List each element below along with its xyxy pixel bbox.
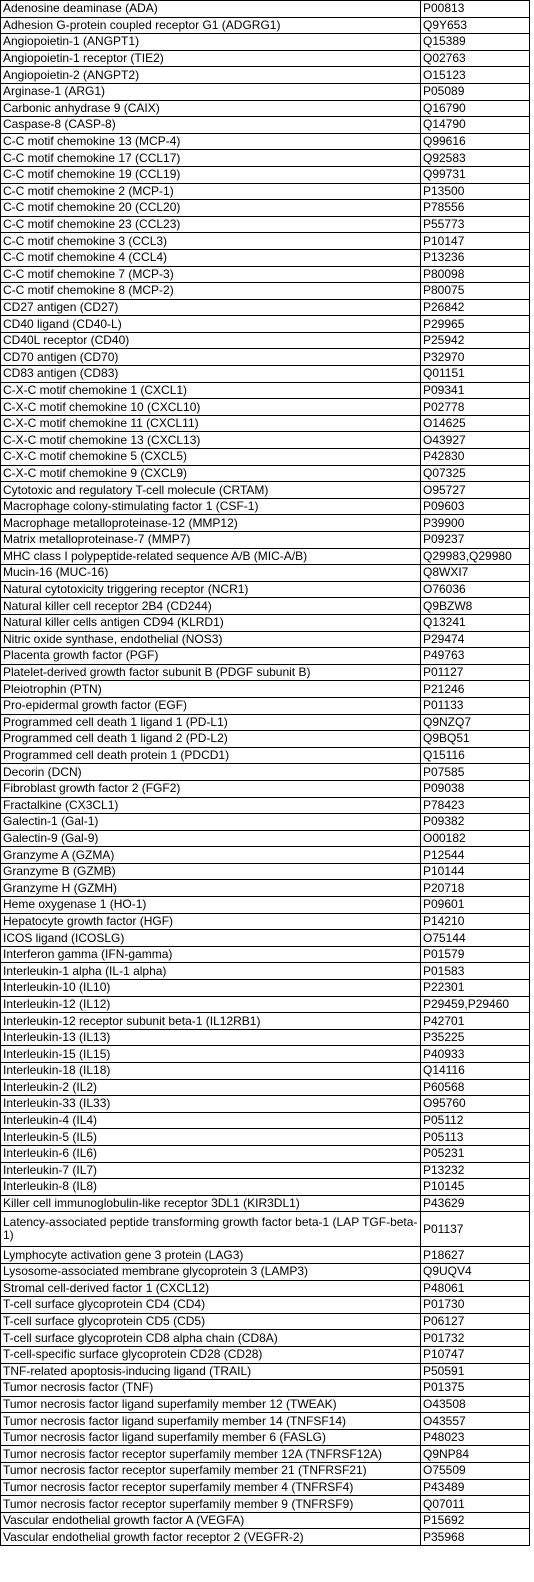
protein-name-cell: C-X-C motif chemokine 10 (CXCL10) [1,399,421,416]
uniprot-id-cell: Q99731 [421,166,530,183]
uniprot-id-cell: P25942 [421,332,530,349]
uniprot-id-cell: Q07325 [421,465,530,482]
protein-name-cell: Lysosome-associated membrane glycoprotein 3 (LAMP3) [1,1263,421,1280]
table-row [1,681,530,698]
uniprot-id-cell: P01133 [421,697,530,714]
uniprot-id-cell: O43557 [421,1413,530,1430]
uniprot-id-cell: P50591 [421,1363,530,1380]
table-row [1,1079,530,1096]
table-row [1,963,530,980]
uniprot-id-cell: P09237 [421,532,530,549]
uniprot-id-cell: P09038 [421,780,530,797]
protein-name-cell: Angiopoietin-1 (ANGPT1) [1,34,421,51]
table-row [1,614,530,631]
protein-name-cell: Tumor necrosis factor receptor superfamily member 21 (TNFRSF21) [1,1463,421,1480]
table-row [1,847,530,864]
protein-name-cell: Matrix metalloproteinase-7 (MMP7) [1,532,421,549]
uniprot-id-cell: P12544 [421,847,530,864]
uniprot-id-cell: P48061 [421,1280,530,1297]
uniprot-id-cell: Q16790 [421,100,530,117]
uniprot-id-cell: P01137 [421,1212,530,1247]
protein-name-cell: T-cell surface glycoprotein CD5 (CD5) [1,1313,421,1330]
uniprot-id-cell: P42830 [421,449,530,466]
uniprot-id-cell: P55773 [421,216,530,233]
uniprot-id-cell: P49763 [421,648,530,665]
protein-name-cell: Programmed cell death protein 1 (PDCD1) [1,747,421,764]
protein-name-cell: Latency-associated peptide transforming growth factor beta-1 (LAP TGF-beta-1) [1,1212,421,1247]
uniprot-id-cell: P01127 [421,664,530,681]
uniprot-id-cell: P09603 [421,498,530,515]
table-row [1,880,530,897]
uniprot-id-cell: P48023 [421,1429,530,1446]
protein-name-cell: Fractalkine (CX3CL1) [1,797,421,814]
protein-name-cell: Platelet-derived growth factor subunit B (PDGF subunit B) [1,664,421,681]
protein-name-cell: Placenta growth factor (PGF) [1,648,421,665]
table-row [1,1046,530,1063]
uniprot-id-cell: P78423 [421,797,530,814]
uniprot-id-cell: P13232 [421,1162,530,1179]
uniprot-id-cell: P01732 [421,1330,530,1347]
protein-name-cell: C-X-C motif chemokine 1 (CXCL1) [1,382,421,399]
table-row [1,150,530,167]
protein-name-cell: Heme oxygenase 1 (HO-1) [1,897,421,914]
protein-name-cell: C-C motif chemokine 13 (MCP-4) [1,133,421,150]
uniprot-id-cell: P18627 [421,1247,530,1264]
protein-name-cell: Tumor necrosis factor receptor superfamily member 9 (TNFRSF9) [1,1496,421,1513]
table-row [1,316,530,333]
table-row [1,1396,530,1413]
table-row [1,697,530,714]
uniprot-id-cell: Q8WXI7 [421,565,530,582]
table-row [1,399,530,416]
uniprot-id-cell: P26842 [421,299,530,316]
uniprot-id-cell: P09382 [421,814,530,831]
protein-name-cell: Pleiotrophin (PTN) [1,681,421,698]
uniprot-id-cell: P43629 [421,1195,530,1212]
protein-name-cell: Tumor necrosis factor receptor superfamily member 12A (TNFRSF12A) [1,1446,421,1463]
protein-name-cell: C-C motif chemokine 20 (CCL20) [1,200,421,217]
table-row [1,1129,530,1146]
uniprot-id-cell: Q9NZQ7 [421,714,530,731]
table-row [1,1380,530,1397]
uniprot-id-cell: P10144 [421,863,530,880]
protein-name-cell: Interleukin-12 (IL12) [1,996,421,1013]
table-row [1,863,530,880]
uniprot-id-cell: Q9NP84 [421,1446,530,1463]
table-row [1,1145,530,1162]
table-row [1,1429,530,1446]
protein-name-cell: Interferon gamma (IFN-gamma) [1,946,421,963]
table-row [1,299,530,316]
protein-name-cell: Macrophage colony-stimulating factor 1 (CSF-1) [1,498,421,515]
protein-name-cell: C-C motif chemokine 19 (CCL19) [1,166,421,183]
table-row [1,1463,530,1480]
uniprot-id-cell: O14625 [421,415,530,432]
protein-name-cell: CD83 antigen (CD83) [1,366,421,383]
table-row [1,332,530,349]
protein-name-cell: T-cell surface glycoprotein CD4 (CD4) [1,1297,421,1314]
table-row [1,515,530,532]
table-row [1,117,530,134]
table-row [1,731,530,748]
table-row [1,100,530,117]
table-row [1,133,530,150]
uniprot-id-cell: O15123 [421,67,530,84]
table-row [1,1195,530,1212]
protein-name-cell: Vascular endothelial growth factor receptor 2 (VEGFR-2) [1,1529,421,1546]
protein-name-cell: Interleukin-18 (IL18) [1,1063,421,1080]
table-row [1,1363,530,1380]
uniprot-id-cell: P05231 [421,1145,530,1162]
uniprot-id-cell: P00813 [421,1,530,18]
table-row [1,67,530,84]
table-row [1,349,530,366]
uniprot-id-cell: O95760 [421,1096,530,1113]
uniprot-id-cell: Q01151 [421,366,530,383]
protein-name-cell: Interleukin-15 (IL15) [1,1046,421,1063]
uniprot-id-cell: P29474 [421,631,530,648]
protein-name-cell: ICOS ligand (ICOSLG) [1,930,421,947]
protein-name-cell: Cytotoxic and regulatory T-cell molecule (CRTAM) [1,482,421,499]
table-row [1,1013,530,1030]
uniprot-id-cell: O43927 [421,432,530,449]
protein-name-cell: Carbonic anhydrase 9 (CAIX) [1,100,421,117]
uniprot-id-cell: P10145 [421,1179,530,1196]
uniprot-id-cell: Q9Y653 [421,17,530,34]
table-row [1,233,530,250]
table-row [1,780,530,797]
uniprot-id-cell: O95727 [421,482,530,499]
uniprot-id-cell: P02778 [421,399,530,416]
protein-name-cell: Tumor necrosis factor (TNF) [1,1380,421,1397]
table-row [1,1179,530,1196]
uniprot-id-cell: P01583 [421,963,530,980]
table-row [1,1247,530,1264]
uniprot-id-cell: Q99616 [421,133,530,150]
table-row [1,415,530,432]
protein-name-cell: Programmed cell death 1 ligand 2 (PD-L2) [1,731,421,748]
table-row [1,1212,530,1247]
uniprot-id-cell: Q02763 [421,50,530,67]
protein-name-cell: C-C motif chemokine 4 (CCL4) [1,249,421,266]
table-row [1,930,530,947]
uniprot-id-cell: P10147 [421,233,530,250]
table-row [1,366,530,383]
table-row [1,166,530,183]
table-row [1,200,530,217]
table-row [1,814,530,831]
protein-name-cell: Fibroblast growth factor 2 (FGF2) [1,780,421,797]
uniprot-id-cell: Q9BZW8 [421,598,530,615]
table-row [1,498,530,515]
protein-name-cell: Granzyme B (GZMB) [1,863,421,880]
table-row [1,1280,530,1297]
uniprot-id-cell: O00182 [421,830,530,847]
protein-name-cell: Angiopoietin-1 receptor (TIE2) [1,50,421,67]
table-row [1,183,530,200]
protein-name-cell: Natural cytotoxicity triggering receptor (NCR1) [1,581,421,598]
protein-name-cell: Tumor necrosis factor receptor superfamily member 4 (TNFRSF4) [1,1479,421,1496]
uniprot-id-cell: P05113 [421,1129,530,1146]
table-row [1,648,530,665]
protein-name-cell: Tumor necrosis factor ligand superfamily member 12 (TWEAK) [1,1396,421,1413]
uniprot-id-cell: P80075 [421,283,530,300]
table-row [1,913,530,930]
uniprot-id-cell: P29459,P29460 [421,996,530,1013]
table-row [1,283,530,300]
table-row [1,714,530,731]
uniprot-id-cell: Q15116 [421,747,530,764]
protein-name-cell: Pro-epidermal growth factor (EGF) [1,697,421,714]
table-row [1,382,530,399]
protein-name-cell: CD40 ligand (CD40-L) [1,316,421,333]
table-row [1,1446,530,1463]
table-row [1,1297,530,1314]
protein-name-cell: Adenosine deaminase (ADA) [1,1,421,18]
protein-name-cell: Granzyme A (GZMA) [1,847,421,864]
table-row [1,1330,530,1347]
uniprot-id-cell: P09341 [421,382,530,399]
uniprot-id-cell: P01579 [421,946,530,963]
table-body [1,1,530,1546]
protein-name-cell: Galectin-1 (Gal-1) [1,814,421,831]
table-row [1,249,530,266]
uniprot-id-cell: Q15389 [421,34,530,51]
table-row [1,764,530,781]
table-row [1,631,530,648]
protein-name-cell: Tumor necrosis factor ligand superfamily member 6 (FASLG) [1,1429,421,1446]
uniprot-id-cell: P07585 [421,764,530,781]
uniprot-id-cell: P13236 [421,249,530,266]
table-row [1,1096,530,1113]
table-row [1,946,530,963]
protein-name-cell: C-C motif chemokine 7 (MCP-3) [1,266,421,283]
protein-name-cell: MHC class I polypeptide-related sequence A/B (MIC-A/B) [1,548,421,565]
table-row [1,565,530,582]
uniprot-id-cell: Q13241 [421,614,530,631]
uniprot-id-cell: P42701 [421,1013,530,1030]
protein-name-cell: Angiopoietin-2 (ANGPT2) [1,67,421,84]
table-row [1,548,530,565]
table-row [1,1346,530,1363]
table-row [1,1063,530,1080]
table-row [1,34,530,51]
table-row [1,1029,530,1046]
uniprot-id-cell: P01730 [421,1297,530,1314]
protein-name-cell: Interleukin-6 (IL6) [1,1145,421,1162]
protein-name-cell: C-X-C motif chemokine 11 (CXCL11) [1,415,421,432]
protein-name-cell: Interleukin-8 (IL8) [1,1179,421,1196]
table-row [1,465,530,482]
protein-name-cell: Interleukin-7 (IL7) [1,1162,421,1179]
uniprot-id-cell: P09601 [421,897,530,914]
table-row [1,266,530,283]
table-row [1,1479,530,1496]
table-row [1,1496,530,1513]
protein-name-cell: Caspase-8 (CASP-8) [1,117,421,134]
protein-name-cell: Interleukin-5 (IL5) [1,1129,421,1146]
protein-name-cell: C-X-C motif chemokine 13 (CXCL13) [1,432,421,449]
table-row [1,482,530,499]
protein-name-cell: Interleukin-4 (IL4) [1,1112,421,1129]
table-row [1,532,530,549]
uniprot-id-cell: P32970 [421,349,530,366]
table-row [1,1512,530,1529]
uniprot-id-cell: Q14790 [421,117,530,134]
uniprot-id-cell: Q9UQV4 [421,1263,530,1280]
uniprot-id-cell: P78556 [421,200,530,217]
protein-name-cell: Interleukin-2 (IL2) [1,1079,421,1096]
table-row [1,797,530,814]
protein-name-cell: C-C motif chemokine 23 (CCL23) [1,216,421,233]
protein-name-cell: Programmed cell death 1 ligand 1 (PD-L1) [1,714,421,731]
table-row [1,664,530,681]
uniprot-id-cell: O43508 [421,1396,530,1413]
table-row [1,598,530,615]
table-row [1,432,530,449]
table-row [1,980,530,997]
protein-name-cell: Adhesion G-protein coupled receptor G1 (ADGRG1) [1,17,421,34]
table-row [1,449,530,466]
table-row [1,581,530,598]
uniprot-id-cell: P05089 [421,83,530,100]
protein-name-cell: T-cell surface glycoprotein CD8 alpha chain (CD8A) [1,1330,421,1347]
uniprot-id-cell: O75144 [421,930,530,947]
uniprot-id-cell: Q92583 [421,150,530,167]
protein-name-cell: Lymphocyte activation gene 3 protein (LAG3) [1,1247,421,1264]
uniprot-id-cell: P40933 [421,1046,530,1063]
protein-name-cell: C-X-C motif chemokine 5 (CXCL5) [1,449,421,466]
protein-name-cell: Interleukin-33 (IL33) [1,1096,421,1113]
uniprot-id-cell: Q14116 [421,1063,530,1080]
uniprot-id-cell: P35225 [421,1029,530,1046]
protein-name-cell: Mucin-16 (MUC-16) [1,565,421,582]
uniprot-id-cell: P22301 [421,980,530,997]
table-row [1,747,530,764]
table-row [1,17,530,34]
table-row [1,1112,530,1129]
protein-name-cell: C-X-C motif chemokine 9 (CXCL9) [1,465,421,482]
uniprot-id-cell: Q07011 [421,1496,530,1513]
table-row [1,830,530,847]
protein-name-cell: Interleukin-12 receptor subunit beta-1 (IL12RB1) [1,1013,421,1030]
uniprot-id-cell: P01375 [421,1380,530,1397]
protein-name-cell: C-C motif chemokine 3 (CCL3) [1,233,421,250]
table-row [1,1,530,18]
protein-name-cell: Vascular endothelial growth factor A (VEGFA) [1,1512,421,1529]
uniprot-id-cell: O76036 [421,581,530,598]
table-row [1,897,530,914]
uniprot-id-cell: P21246 [421,681,530,698]
protein-name-cell: Interleukin-10 (IL10) [1,980,421,997]
protein-name-cell: Granzyme H (GZMH) [1,880,421,897]
uniprot-id-cell: P15692 [421,1512,530,1529]
table-row [1,216,530,233]
table-row [1,1313,530,1330]
table-row [1,50,530,67]
uniprot-id-cell: P10747 [421,1346,530,1363]
table-row [1,1413,530,1430]
protein-name-cell: Decorin (DCN) [1,764,421,781]
protein-name-cell: Interleukin-13 (IL13) [1,1029,421,1046]
protein-name-cell: CD27 antigen (CD27) [1,299,421,316]
uniprot-id-cell: Q29983,Q29980 [421,548,530,565]
protein-name-cell: T-cell-specific surface glycoprotein CD28 (CD28) [1,1346,421,1363]
protein-name-cell: Natural killer cells antigen CD94 (KLRD1) [1,614,421,631]
uniprot-id-cell: P39900 [421,515,530,532]
protein-name-cell: Killer cell immunoglobulin-like receptor 3DL1 (KIR3DL1) [1,1195,421,1212]
table-row [1,83,530,100]
protein-name-cell: Nitric oxide synthase, endothelial (NOS3) [1,631,421,648]
uniprot-id-cell: P05112 [421,1112,530,1129]
table-row [1,1529,530,1546]
protein-name-cell: Natural killer cell receptor 2B4 (CD244) [1,598,421,615]
uniprot-id-cell: P06127 [421,1313,530,1330]
uniprot-id-cell: P35968 [421,1529,530,1546]
uniprot-id-cell: P60568 [421,1079,530,1096]
protein-name-cell: Interleukin-1 alpha (IL-1 alpha) [1,963,421,980]
protein-name-cell: CD40L receptor (CD40) [1,332,421,349]
uniprot-id-cell: P13500 [421,183,530,200]
protein-name-cell: C-C motif chemokine 2 (MCP-1) [1,183,421,200]
protein-name-cell: CD70 antigen (CD70) [1,349,421,366]
uniprot-id-cell: O75509 [421,1463,530,1480]
protein-name-cell: Hepatocyte growth factor (HGF) [1,913,421,930]
uniprot-id-cell: P29965 [421,316,530,333]
uniprot-id-cell: P80098 [421,266,530,283]
protein-name-cell: Arginase-1 (ARG1) [1,83,421,100]
protein-name-cell: TNF-related apoptosis-inducing ligand (TRAIL) [1,1363,421,1380]
uniprot-id-cell: Q9BQ51 [421,731,530,748]
protein-name-cell: C-C motif chemokine 17 (CCL17) [1,150,421,167]
protein-name-cell: Macrophage metalloproteinase-12 (MMP12) [1,515,421,532]
table-row [1,1162,530,1179]
uniprot-id-cell: P43489 [421,1479,530,1496]
uniprot-id-cell: P20718 [421,880,530,897]
protein-name-cell: Tumor necrosis factor ligand superfamily member 14 (TNFSF14) [1,1413,421,1430]
protein-name-cell: Galectin-9 (Gal-9) [1,830,421,847]
table-row [1,996,530,1013]
protein-name-cell: C-C motif chemokine 8 (MCP-2) [1,283,421,300]
protein-name-cell: Stromal cell-derived factor 1 (CXCL12) [1,1280,421,1297]
table-row [1,1263,530,1280]
uniprot-id-cell: P14210 [421,913,530,930]
